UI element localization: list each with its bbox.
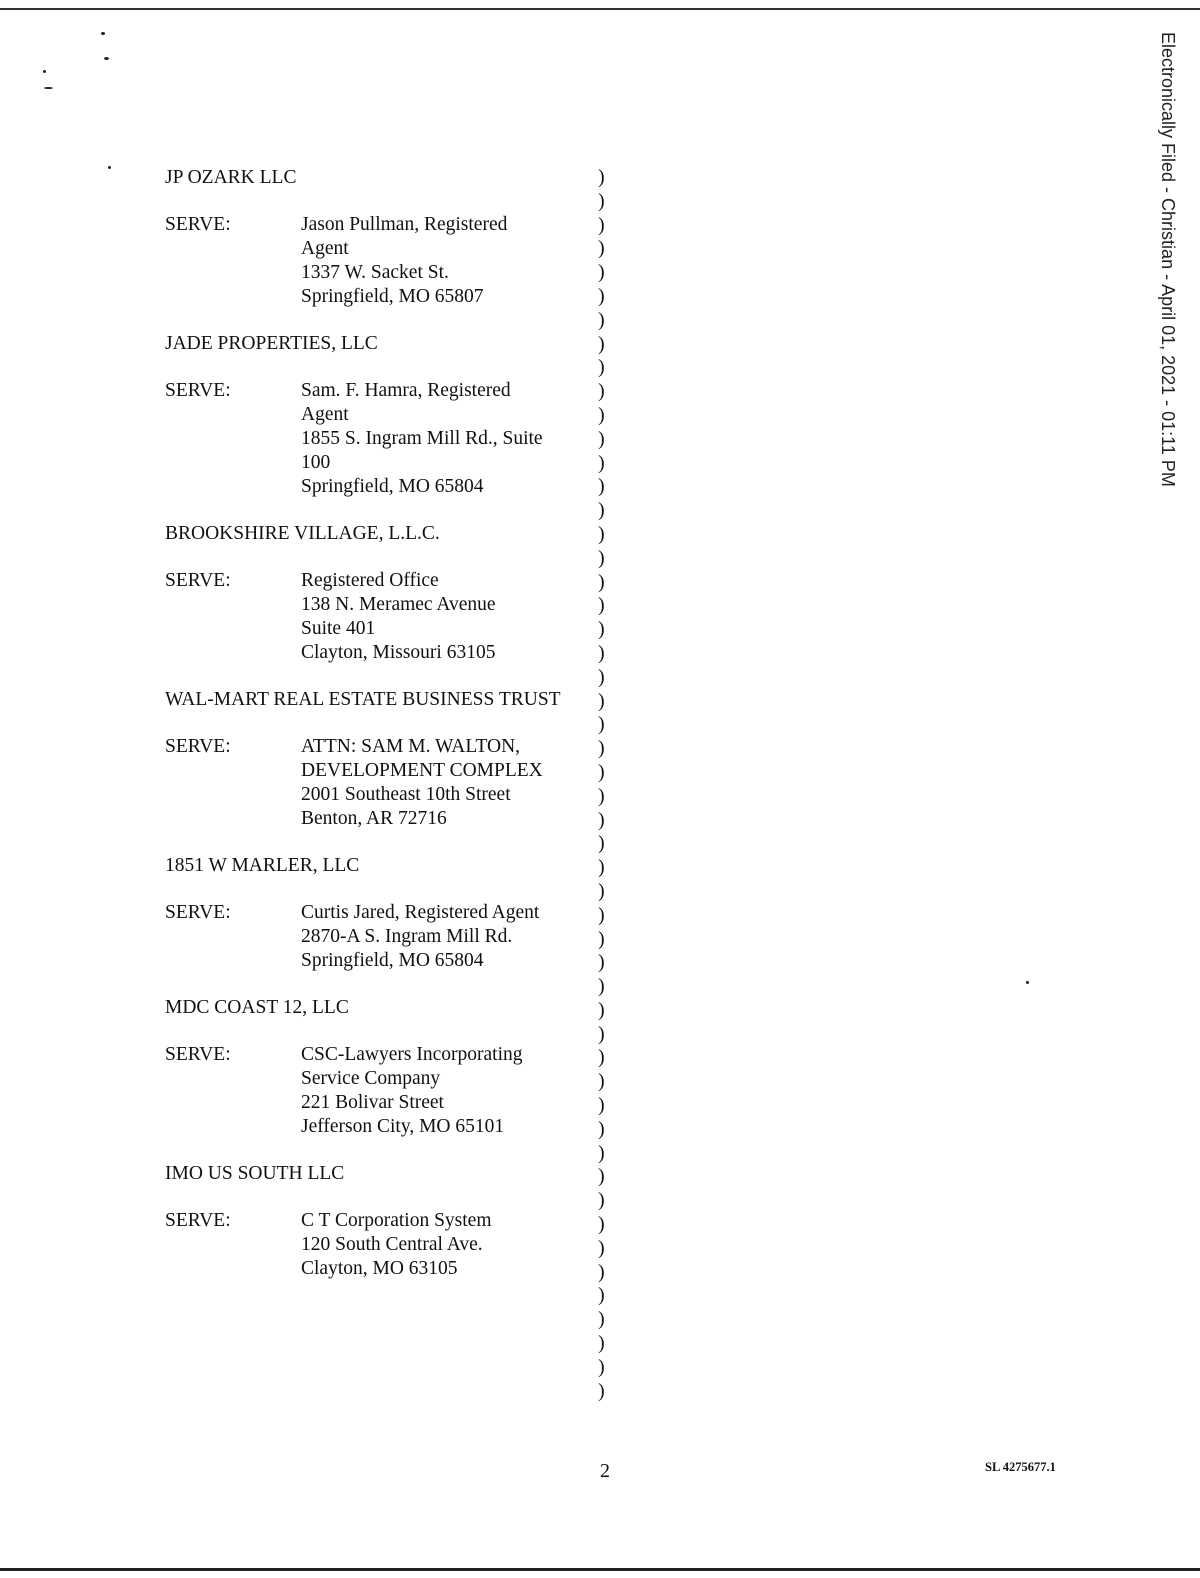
- caption-parenthesis: ): [598, 403, 605, 426]
- scan-speck: [44, 87, 53, 89]
- serve-line: CSC-Lawyers Incorporating: [301, 1044, 523, 1065]
- caption-parenthesis: ): [598, 760, 605, 783]
- serve-address: [301, 901, 585, 973]
- serve-line: 2001 Southeast 10th Street: [301, 784, 511, 805]
- serve-block: [165, 213, 585, 309]
- caption-parenthesis: ): [598, 475, 605, 498]
- serve-label: SERVE:: [165, 214, 231, 235]
- party-block: [165, 1162, 585, 1281]
- caption-parenthesis: ): [598, 522, 605, 545]
- serve-address: [301, 735, 585, 831]
- caption-parenthesis: ): [598, 189, 605, 212]
- caption-parenthesis: ): [598, 1022, 605, 1045]
- scan-speck: [108, 166, 111, 169]
- scan-speck: [1026, 981, 1029, 984]
- party-block: [165, 854, 585, 973]
- serve-line: Curtis Jared, Registered Agent: [301, 902, 540, 923]
- caption-parenthesis: ): [598, 284, 605, 307]
- serve-line: Springfield, MO 65804: [301, 950, 484, 971]
- serve-line: Clayton, Missouri 63105: [301, 642, 496, 663]
- serve-block: [165, 379, 585, 499]
- top-scan-rule: [0, 8, 1200, 10]
- caption-parenthesis: ): [598, 784, 605, 807]
- caption-parenthesis: ): [598, 951, 605, 974]
- caption-parenthesis: ): [598, 808, 605, 831]
- serve-line: 1855 S. Ingram Mill Rd., Suite: [301, 428, 543, 449]
- serve-line: Jefferson City, MO 65101: [301, 1116, 505, 1137]
- page-number: 2: [600, 1460, 610, 1482]
- serve-address: [301, 1209, 585, 1281]
- caption-parenthesis: ): [598, 618, 605, 641]
- serve-line: 138 N. Meramec Avenue: [301, 594, 496, 615]
- scan-speck: [101, 32, 105, 35]
- party-block: [165, 166, 585, 309]
- caption-parenthesis: ): [598, 713, 605, 736]
- serve-line: Agent: [301, 404, 349, 425]
- document-id: SL 4275677.1: [985, 1460, 1056, 1474]
- caption-parenthesis: ): [598, 975, 605, 998]
- caption-parenthesis: ): [598, 1141, 605, 1164]
- caption-parenthesis: ): [598, 879, 605, 902]
- serve-line: 2870-A S. Ingram Mill Rd.: [301, 926, 513, 947]
- caption-parenthesis: ): [598, 380, 605, 403]
- serve-label: SERVE:: [165, 736, 231, 757]
- serve-line: 221 Bolivar Street: [301, 1092, 444, 1113]
- serve-label: SERVE:: [165, 570, 231, 591]
- caption-parenthesis: ): [598, 641, 605, 664]
- caption-parenthesis: ): [598, 1213, 605, 1236]
- party-list: [165, 166, 585, 1304]
- caption-parenthesis: ): [598, 1165, 605, 1188]
- serve-line: Springfield, MO 65807: [301, 286, 484, 307]
- caption-parenthesis: ): [598, 594, 605, 617]
- party-name: 1851 W MARLER, LLC: [165, 855, 360, 876]
- serve-line: Sam. F. Hamra, Registered: [301, 380, 511, 401]
- caption-parenthesis: ): [598, 1094, 605, 1117]
- caption-parenthesis: ): [598, 1070, 605, 1093]
- party-block: [165, 522, 585, 665]
- serve-block: [165, 735, 585, 831]
- caption-parenthesis: ): [598, 308, 605, 331]
- serve-address: [301, 213, 585, 309]
- caption-parenthesis: ): [598, 237, 605, 260]
- serve-line: DEVELOPMENT COMPLEX: [301, 760, 543, 781]
- caption-parenthesis: ): [598, 927, 605, 950]
- caption-parenthesis: ): [598, 499, 605, 522]
- caption-parenthesis: ): [598, 332, 605, 355]
- party-name: BROOKSHIRE VILLAGE, L.L.C.: [165, 523, 440, 544]
- caption-parenthesis: ): [598, 689, 605, 712]
- caption-parenthesis: ): [598, 1046, 605, 1069]
- serve-line: 120 South Central Ave.: [301, 1234, 483, 1255]
- serve-address: [301, 1043, 585, 1139]
- serve-line: ATTN: SAM M. WALTON,: [301, 736, 521, 757]
- caption-parenthesis: ): [598, 1332, 605, 1355]
- party-block: [165, 996, 585, 1139]
- serve-line: Agent: [301, 238, 349, 259]
- party-name: JP OZARK LLC: [165, 167, 297, 188]
- serve-line: Benton, AR 72716: [301, 808, 447, 829]
- caption-parenthesis: ): [598, 546, 605, 569]
- caption-parenthesis: ): [598, 998, 605, 1021]
- caption-parenthesis: ): [598, 856, 605, 879]
- serve-label: SERVE:: [165, 902, 231, 923]
- party-name: JADE PROPERTIES, LLC: [165, 333, 378, 354]
- caption-parenthesis: ): [598, 1284, 605, 1307]
- serve-block: [165, 1209, 585, 1281]
- caption-parenthesis: ): [598, 261, 605, 284]
- party-name: WAL-MART REAL ESTATE BUSINESS TRUST: [165, 689, 561, 710]
- serve-line: Jason Pullman, Registered: [301, 214, 508, 235]
- serve-address: [301, 379, 585, 499]
- serve-line: C T Corporation System: [301, 1210, 492, 1231]
- caption-parenthesis-column: [598, 166, 618, 1403]
- caption-parenthesis: ): [598, 1260, 605, 1283]
- serve-label: SERVE:: [165, 380, 231, 401]
- caption-parenthesis: ): [598, 903, 605, 926]
- scan-speck: [104, 57, 109, 60]
- serve-line: 1337 W. Sacket St.: [301, 262, 449, 283]
- serve-line: Springfield, MO 65804: [301, 476, 484, 497]
- caption-parenthesis: ): [598, 1355, 605, 1378]
- caption-parenthesis: ): [598, 427, 605, 450]
- caption-parenthesis: ): [598, 1117, 605, 1140]
- serve-block: [165, 569, 585, 665]
- serve-line: Registered Office: [301, 570, 439, 591]
- serve-label: SERVE:: [165, 1210, 231, 1231]
- serve-line: Service Company: [301, 1068, 441, 1089]
- caption-parenthesis: ): [598, 832, 605, 855]
- caption-parenthesis: ): [598, 570, 605, 593]
- serve-line: Clayton, MO 63105: [301, 1258, 458, 1279]
- serve-line: Suite 401: [301, 618, 376, 639]
- party-block: [165, 688, 585, 831]
- electronic-filing-stamp: Electronically Filed - Christian - April 01, 2021 - 01:11 PM: [1158, 32, 1178, 487]
- caption-parenthesis: ): [598, 356, 605, 379]
- caption-parenthesis: ): [598, 166, 605, 188]
- serve-block: [165, 1043, 585, 1139]
- caption-parenthesis: ): [598, 213, 605, 236]
- caption-parenthesis: ): [598, 451, 605, 474]
- party-block: [165, 332, 585, 499]
- caption-parenthesis: ): [598, 1308, 605, 1331]
- serve-block: [165, 901, 585, 973]
- party-name: MDC COAST 12, LLC: [165, 997, 349, 1018]
- serve-label: SERVE:: [165, 1044, 231, 1065]
- caption-parenthesis: ): [598, 737, 605, 760]
- caption-parenthesis: ): [598, 1189, 605, 1212]
- caption-parenthesis: ): [598, 665, 605, 688]
- scan-speck: [43, 70, 46, 73]
- serve-address: [301, 569, 585, 665]
- caption-parenthesis: ): [598, 1236, 605, 1259]
- bottom-scan-rule: [0, 1568, 1200, 1571]
- caption-parenthesis: ): [598, 1379, 605, 1402]
- serve-line: 100: [301, 452, 331, 473]
- party-name: IMO US SOUTH LLC: [165, 1163, 345, 1184]
